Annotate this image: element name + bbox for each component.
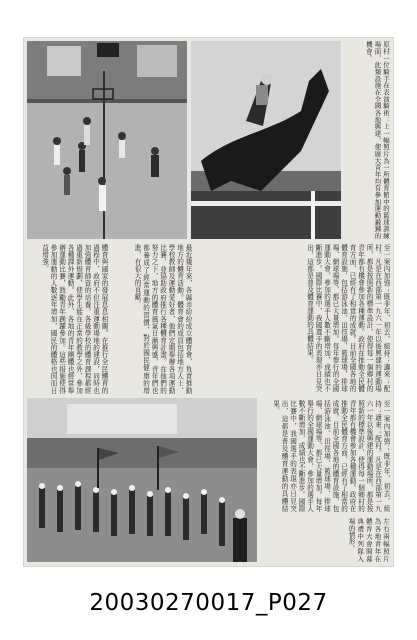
- magazine-page: [24, 38, 393, 566]
- bottom-right-caption: 左右兩幅照片為各地青年在體育大會開幕典禮中列隊入場的情形。: [347, 518, 390, 562]
- lower-right-body-text: 至一案內加強；既非年，初去、組持；適來；配村。凡是在西部第一九六一年以後興建的運動場所，都是按照新的標準設計，使得每一個鄉村的青年都有機會參加各種運動。政府在推動全民體育方面，已經有了相當的成就。目前全國各地的體育設施，包括游泳池、田徑場、籃球場、排球場、網球場等，都已大量增加。每年舉行的全國運動大會，參加的選手人數不斷增加，成績也不斷進步。國際比賽中，我國選手的表現亦日見突出，這都是普及體育運動的具體結果。: [271, 400, 390, 512]
- parade-ceremony-photo: [27, 398, 257, 562]
- upper-body-text: 至一案內加強；既非年，初去、組持；適來；配村。凡是在西部第一九六一年以後興建的運動場所，都是按照新的標準設計，使得每一個鄉村的青年都有機會參加各種運動。政府在推動全民體育方面，已經有了相當的成就。目前全國各地的體育設施，包括游泳池、田徑場、籃球場、排球場、網球場等，都已大量增加。每年舉行的全國運動大會，參加的選手人數不斷增加，成績也不斷進步。國際比賽中，我國選手的表現亦日見突出，這都是普及體育運動的具體結果。: [305, 244, 390, 392]
- lower-middle-body-text: 最近幾年來，各縣市紛紛成立體育會，負責推動地方的體育活動。體育會的成員包括地方人士、學校教師及運動愛好者，他們定期舉辦各項運動比賽，並協助政府推行各種體育計畫。在他們的努力之下，地方的體育風氣日漸興盛，青年們也都養成了經常運動的習慣，對於國民健康的增進，有很大的貢獻。: [133, 244, 192, 394]
- gymnasium-basketball-photo: [27, 41, 187, 239]
- equestrian-jump-photo: [191, 41, 341, 239]
- lower-left-body-text: 體育與國家的發展息息相關。在推行全民體育的過程中，政府不但注重運動場地的建設，同時也加強體育師資的培養。各級學校的體育課程都經過重新規劃，使學生能在正常的教學之外，參加各種課外運動。此外，各地的青年團體也經常舉辦運動比賽，鼓勵青年踴躍參加。這些措施使得參加運動的人數逐年增加，國民的體格也因而日益增強。: [40, 244, 108, 394]
- top-right-caption: 原村一位騎手在表演騎術：上一幅照片為一所體育館中的籃球訓練場面，此類設施在全國各地興建，使廣大青年均有參加運動鍛鍊的機會。: [364, 41, 390, 239]
- file-id-label: 20030270017_P027: [89, 590, 328, 616]
